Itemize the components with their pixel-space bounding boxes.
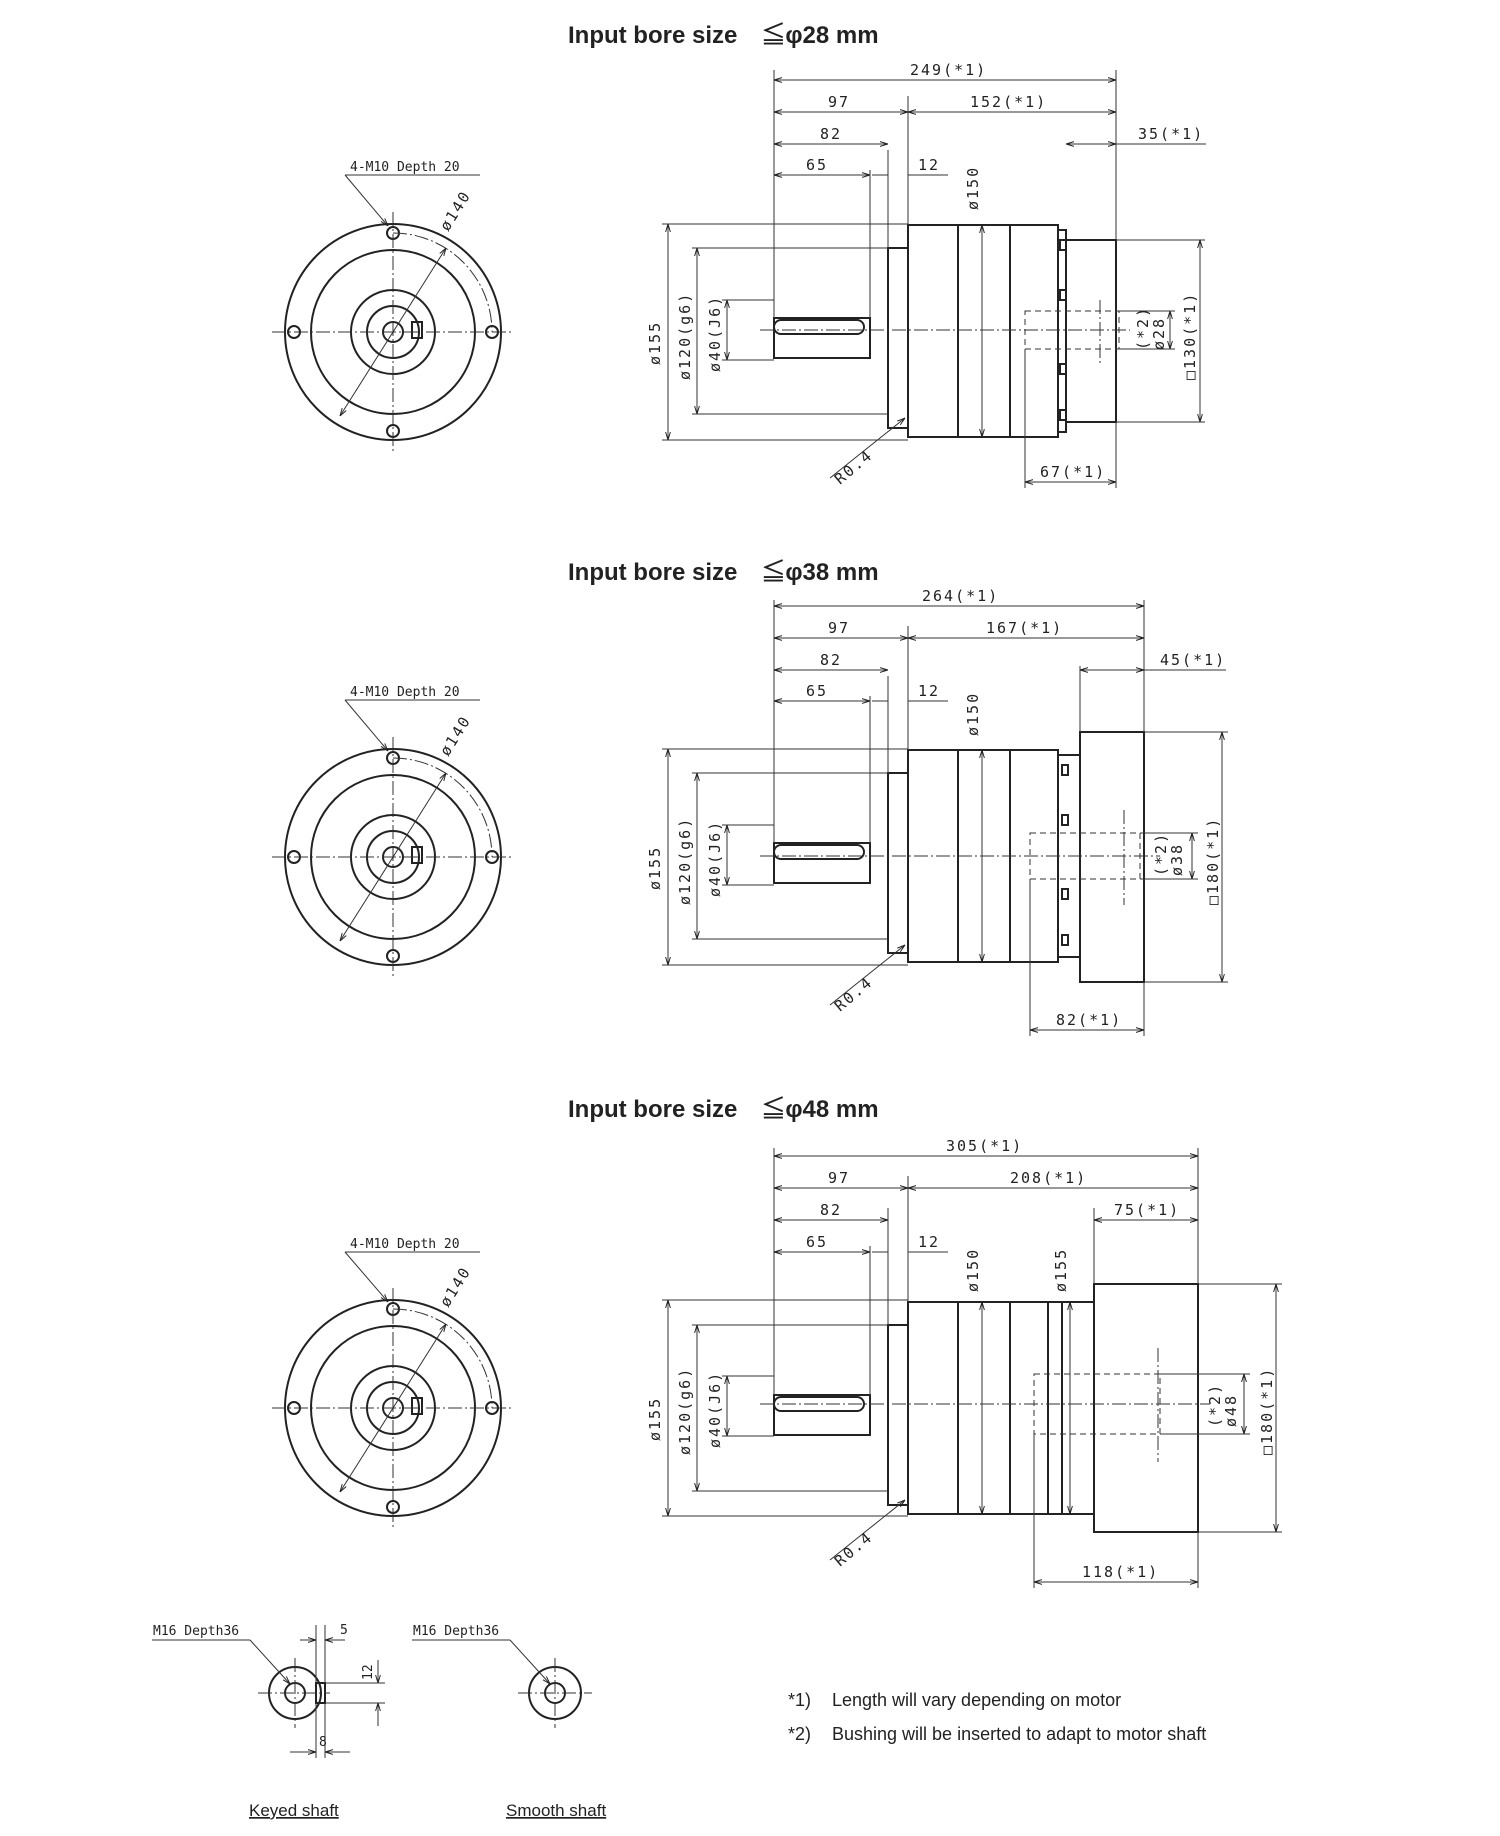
dim-97: 97 (828, 93, 851, 111)
dim-bottom: 82(*1) (1056, 1011, 1123, 1029)
pcd-label: ø140 (436, 1263, 475, 1311)
dia-40: ø40(J6) (706, 819, 724, 897)
dim-65: 65 (806, 682, 829, 700)
pcd-label: ø140 (436, 712, 475, 760)
radius-label: R0.4 (831, 445, 877, 489)
note-text: Length will vary depending on motor (832, 1690, 1122, 1710)
output-shaft (774, 318, 870, 358)
view-title: Input bore size ≦φ38 mm (568, 559, 879, 586)
smooth-caption: Smooth shaft (506, 1801, 607, 1820)
dia-155: ø155 (646, 845, 664, 890)
dim-82: 82 (820, 651, 843, 669)
view-bore-28 (272, 22, 1206, 488)
view-bore-48 (272, 1096, 1282, 1588)
dim-12: 12 (918, 682, 941, 700)
side-view (646, 61, 1206, 488)
note-mark: *1) (788, 1690, 812, 1710)
key-height: 12 (361, 1664, 376, 1680)
view-title: Input bore size ≦φ48 mm (568, 1096, 879, 1123)
dim-97: 97 (828, 619, 851, 637)
motor-adapter (1066, 240, 1116, 422)
front-view (272, 1237, 514, 1528)
dim-bottom: 67(*1) (1040, 463, 1107, 481)
dim-65: 65 (806, 1233, 829, 1251)
dia-150: ø150 (964, 165, 982, 210)
dia-120: ø120(g6) (676, 1366, 694, 1455)
dim-motor-side: 208(*1) (1010, 1169, 1088, 1187)
side-view (646, 587, 1228, 1036)
view-bore-38 (272, 559, 1228, 1036)
bore-dia: ø48 (1222, 1393, 1240, 1427)
key-width: 5 (340, 1623, 348, 1638)
radius-label: R0.4 (831, 1527, 877, 1571)
view-title: Input bore size ≦φ28 mm (568, 22, 879, 49)
bore-dia: ø38 (1168, 842, 1186, 876)
square-size: □180(*1) (1258, 1366, 1276, 1455)
dim-motor-side: 167(*1) (986, 619, 1064, 637)
front-view (272, 685, 514, 977)
pcd-label: ø140 (436, 187, 475, 235)
note-text: Bushing will be inserted to adapt to motor shaft (832, 1724, 1207, 1744)
dim-82: 82 (820, 125, 843, 143)
dim-motor-side: 152(*1) (970, 93, 1048, 111)
dia-40: ø40(J6) (706, 1370, 724, 1448)
motor-adapter (1094, 1284, 1198, 1532)
dia-120: ø120(g6) (676, 291, 694, 380)
keyed-shaft-detail (152, 1623, 385, 1820)
tap-label: 4-M10 Depth 20 (350, 1237, 460, 1252)
tap-label: 4-M10 Depth 20 (350, 685, 460, 700)
square-size: □180(*1) (1204, 816, 1222, 905)
key-pos: 8 (319, 1735, 327, 1750)
dim-adapter: 35(*1) (1138, 125, 1205, 143)
radius-label: R0.4 (831, 972, 877, 1016)
dia-120: ø120(g6) (676, 816, 694, 905)
bore-dia: ø28 (1150, 316, 1168, 350)
dim-total: 264(*1) (922, 587, 1000, 605)
keyed-tap: M16 Depth36 (153, 1624, 240, 1639)
dim-bottom: 118(*1) (1082, 1563, 1160, 1581)
smooth-tap: M16 Depth36 (413, 1624, 500, 1639)
output-shaft (774, 843, 870, 883)
dia-40: ø40(J6) (706, 294, 724, 372)
motor-adapter (1080, 732, 1144, 982)
dim-97: 97 (828, 1169, 851, 1187)
dim-65: 65 (806, 156, 829, 174)
dia-155: ø155 (646, 1396, 664, 1441)
dim-12: 12 (918, 1233, 941, 1251)
dim-total: 249(*1) (910, 61, 988, 79)
output-shaft (774, 1395, 870, 1435)
note-mark: *2) (788, 1724, 812, 1744)
tap-label: 4-M10 Depth 20 (350, 160, 460, 175)
smooth-shaft-detail (412, 1624, 606, 1820)
bore-note: (*2) (1134, 305, 1152, 350)
side-view (646, 1137, 1282, 1588)
dim-total: 305(*1) (946, 1137, 1024, 1155)
dim-82: 82 (820, 1201, 843, 1219)
dia-150: ø150 (964, 691, 982, 736)
square-size: □130(*1) (1181, 291, 1199, 380)
keyed-caption: Keyed shaft (249, 1801, 339, 1820)
bore-note: (*2) (1152, 831, 1170, 876)
dia-150: ø150 (964, 1247, 982, 1292)
front-view (272, 160, 514, 452)
bore-note: (*2) (1206, 1382, 1224, 1427)
notes (788, 1690, 1206, 1744)
dia-155: ø155 (646, 320, 664, 365)
dim-adapter: 45(*1) (1160, 651, 1227, 669)
dim-adapter: 75(*1) (1114, 1201, 1181, 1219)
dia-155b: ø155 (1052, 1247, 1070, 1292)
dim-12: 12 (918, 156, 941, 174)
